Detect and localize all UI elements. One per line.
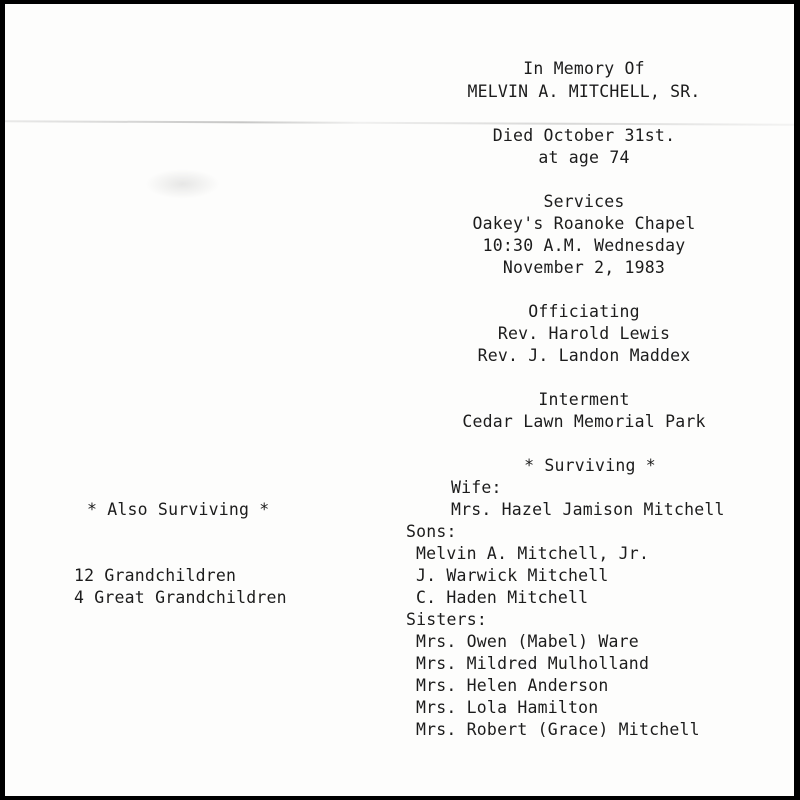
grandchildren-count: 12 Grandchildren bbox=[74, 566, 237, 585]
great-grandchildren-count: 4 Great Grandchildren bbox=[74, 588, 287, 607]
sons-label: Sons: bbox=[406, 522, 457, 541]
age-text: at age 74 bbox=[538, 148, 630, 167]
sister-1: Mrs. Owen (Mabel) Ware bbox=[416, 632, 639, 651]
paper-smudge bbox=[145, 169, 220, 199]
paper-fold-crease bbox=[5, 120, 794, 125]
wife-name: Mrs. Hazel Jamison Mitchell bbox=[451, 500, 725, 519]
wife-label: Wife: bbox=[451, 478, 502, 497]
sisters-label: Sisters: bbox=[406, 610, 488, 629]
memorial-card bbox=[5, 4, 794, 796]
sister-3: Mrs. Helen Anderson bbox=[416, 676, 609, 695]
sister-2: Mrs. Mildred Mulholland bbox=[416, 654, 650, 673]
surviving-heading: * Surviving * bbox=[524, 456, 656, 475]
deceased-name: MELVIN A. MITCHELL, SR. bbox=[467, 82, 701, 101]
died-date-text: Died October 31st. bbox=[492, 126, 676, 145]
services-date: November 2, 1983 bbox=[502, 258, 666, 277]
services-heading: Services bbox=[543, 192, 625, 211]
son-3: C. Haden Mitchell bbox=[416, 588, 589, 607]
officiating-heading: Officiating bbox=[528, 302, 640, 321]
also-surviving-heading: * Also Surviving * bbox=[87, 500, 270, 519]
officiant-2: Rev. J. Landon Maddex bbox=[477, 346, 691, 365]
services-place: Oakey's Roanoke Chapel bbox=[472, 214, 696, 233]
sister-4: Mrs. Lola Hamilton bbox=[416, 698, 599, 717]
son-1: Melvin A. Mitchell, Jr. bbox=[416, 544, 650, 563]
interment-place: Cedar Lawn Memorial Park bbox=[462, 412, 706, 431]
services-time: 10:30 A.M. Wednesday bbox=[482, 236, 686, 255]
sister-5: Mrs. Robert (Grace) Mitchell bbox=[416, 720, 700, 739]
officiant-1: Rev. Harold Lewis bbox=[497, 324, 671, 343]
in-memory-of-text: In Memory Of bbox=[523, 59, 645, 78]
son-2: J. Warwick Mitchell bbox=[416, 566, 609, 585]
interment-heading: Interment bbox=[538, 390, 630, 409]
